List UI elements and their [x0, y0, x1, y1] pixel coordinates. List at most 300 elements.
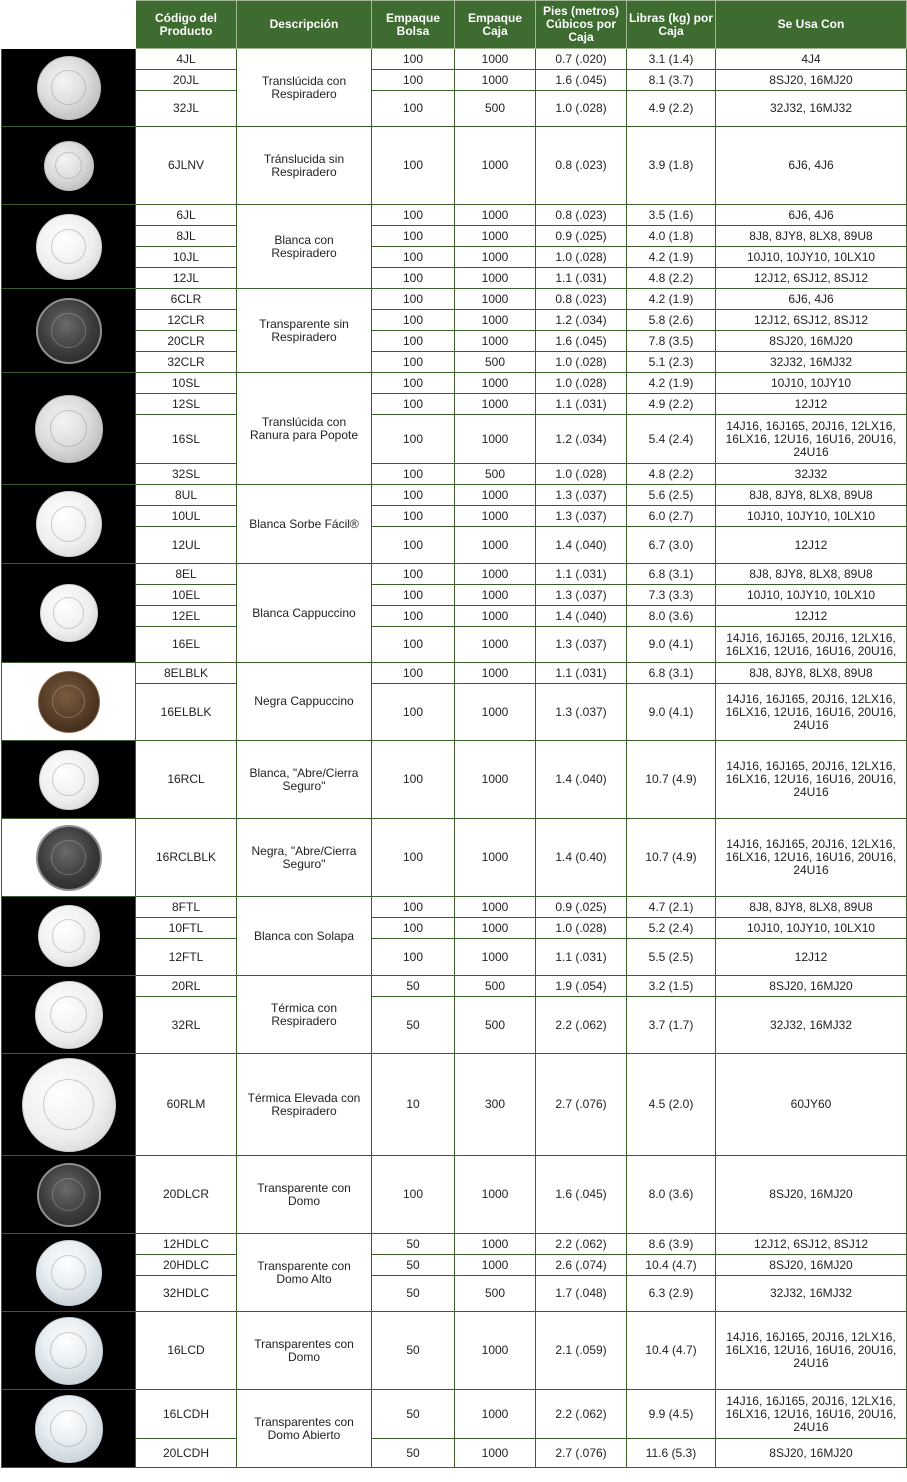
black-reclosable-lid-icon [36, 825, 102, 891]
product-code: 20CLR [136, 331, 237, 352]
table-row [2, 352, 907, 373]
cubic-feet: 0.8 (.023) [536, 205, 627, 226]
product-code: 16RCL [136, 741, 237, 819]
used-with: 8J8, 8JY8, 8LX8, 89U8 [716, 897, 907, 918]
used-with: 14J16, 16J165, 20J16, 12LX16, 16LX16, 12U16, 16U16, 20U16, 24U16 [716, 1390, 907, 1439]
table-row [2, 1312, 907, 1390]
lid-center-ring [51, 1255, 87, 1291]
case-pack: 1000 [455, 331, 536, 352]
cubic-feet: 2.1 (.059) [536, 1312, 627, 1390]
case-pack: 500 [455, 464, 536, 485]
table-row [2, 997, 907, 1054]
case-pack: 300 [455, 1054, 536, 1156]
weight-per-case: 5.2 (2.4) [627, 918, 716, 939]
bag-pack: 100 [372, 268, 455, 289]
weight-per-case: 6.3 (2.9) [627, 1276, 716, 1312]
case-pack: 1000 [455, 289, 536, 310]
cubic-feet: 0.9 (.025) [536, 226, 627, 247]
black-cappuccino-lid-icon [38, 671, 100, 733]
table-row [2, 464, 907, 485]
case-pack: 1000 [455, 373, 536, 394]
product-image-cell [2, 1234, 136, 1312]
table-row [2, 226, 907, 247]
cubic-feet: 1.4 (.040) [536, 527, 627, 564]
cubic-feet: 0.7 (.020) [536, 49, 627, 70]
lid-center-ring [51, 313, 86, 348]
bag-pack: 100 [372, 49, 455, 70]
used-with: 10J10, 10JY10, 10LX10 [716, 247, 907, 268]
lid-center-ring [52, 763, 85, 796]
used-with: 4J4 [716, 49, 907, 70]
case-pack: 1000 [455, 310, 536, 331]
cubic-feet: 1.6 (.045) [536, 1156, 627, 1234]
cubic-feet: 1.1 (.031) [536, 394, 627, 415]
product-code: 8JL [136, 226, 237, 247]
product-image-cell [2, 663, 136, 741]
weight-per-case: 5.5 (2.5) [627, 939, 716, 976]
thermal-vented-lid-icon [35, 981, 103, 1049]
product-description: Térmica con Respiradero [237, 976, 372, 1054]
product-code: 8UL [136, 485, 237, 506]
table-row [2, 1276, 907, 1312]
case-pack: 1000 [455, 1255, 536, 1276]
cubic-feet: 1.3 (.037) [536, 485, 627, 506]
weight-per-case: 7.8 (3.5) [627, 331, 716, 352]
cubic-feet: 0.9 (.025) [536, 897, 627, 918]
cubic-feet: 1.3 (.037) [536, 506, 627, 527]
weight-per-case: 8.1 (3.7) [627, 70, 716, 91]
bag-pack: 50 [372, 997, 455, 1054]
bag-pack: 100 [372, 1156, 455, 1234]
cubic-feet: 1.2 (.034) [536, 415, 627, 464]
bag-pack: 100 [372, 627, 455, 663]
bag-pack: 100 [372, 819, 455, 897]
weight-per-case: 4.5 (2.0) [627, 1054, 716, 1156]
translucent-lid-icon [44, 141, 94, 191]
product-image-cell [2, 1156, 136, 1234]
product-description: Translúcida con Respiradero [237, 49, 372, 127]
used-with: 14J16, 16J165, 20J16, 12LX16, 16LX16, 12U16, 16U16, 20U16, 24U16 [716, 819, 907, 897]
header-code: Código del Producto [136, 1, 237, 49]
tab-lid-icon [38, 905, 100, 967]
used-with: 8SJ20, 16MJ20 [716, 331, 907, 352]
cubic-feet: 1.0 (.028) [536, 352, 627, 373]
lid-center-ring [50, 996, 87, 1033]
product-description: Blanca con Solapa [237, 897, 372, 976]
cubic-feet: 2.2 (.062) [536, 1390, 627, 1439]
cubic-feet: 2.2 (.062) [536, 997, 627, 1054]
product-code: 16LCD [136, 1312, 237, 1390]
white-cappuccino-lid-icon [40, 584, 98, 642]
case-pack: 1000 [455, 1390, 536, 1439]
translucent-vented-lid-icon [37, 56, 101, 120]
bag-pack: 100 [372, 606, 455, 627]
product-image-cell [2, 897, 136, 976]
bag-pack: 50 [372, 1234, 455, 1255]
weight-per-case: 4.8 (2.2) [627, 464, 716, 485]
case-pack: 1000 [455, 527, 536, 564]
case-pack: 1000 [455, 268, 536, 289]
weight-per-case: 3.5 (1.6) [627, 205, 716, 226]
bag-pack: 100 [372, 289, 455, 310]
bag-pack: 100 [372, 205, 455, 226]
weight-per-case: 6.8 (3.1) [627, 564, 716, 585]
case-pack: 1000 [455, 49, 536, 70]
bag-pack: 100 [372, 373, 455, 394]
product-code: 12SL [136, 394, 237, 415]
table-row [2, 310, 907, 331]
table-row [2, 247, 907, 268]
weight-per-case: 5.6 (2.5) [627, 485, 716, 506]
cubic-feet: 0.8 (.023) [536, 289, 627, 310]
cubic-feet: 2.2 (.062) [536, 1234, 627, 1255]
used-with: 14J16, 16J165, 20J16, 12LX16, 16LX16, 12U16, 16U16, 20U16, [716, 627, 907, 663]
weight-per-case: 5.1 (2.3) [627, 352, 716, 373]
used-with: 8J8, 8JY8, 8LX8, 89U8 [716, 226, 907, 247]
table-row [2, 1234, 907, 1255]
case-pack: 1000 [455, 1156, 536, 1234]
table-row [2, 331, 907, 352]
weight-per-case: 6.7 (3.0) [627, 527, 716, 564]
table-row [2, 663, 907, 684]
product-code: 12FTL [136, 939, 237, 976]
product-description: Blanca con Respiradero [237, 205, 372, 289]
product-image-cell [2, 289, 136, 373]
product-code: 32RL [136, 997, 237, 1054]
weight-per-case: 10.4 (4.7) [627, 1312, 716, 1390]
product-code: 10SL [136, 373, 237, 394]
lid-center-ring [43, 1079, 95, 1131]
header-used-with: Se Usa Con [716, 1, 907, 49]
weight-per-case: 4.9 (2.2) [627, 91, 716, 127]
weight-per-case: 9.0 (4.1) [627, 684, 716, 741]
bag-pack: 100 [372, 352, 455, 373]
cubic-feet: 0.8 (.023) [536, 127, 627, 205]
weight-per-case: 10.4 (4.7) [627, 1255, 716, 1276]
product-description: Transparente con Domo [237, 1156, 372, 1234]
used-with: 6J6, 4J6 [716, 205, 907, 226]
lid-center-ring [55, 152, 82, 179]
case-pack: 1000 [455, 939, 536, 976]
lid-center-ring [52, 919, 86, 953]
table-row [2, 819, 907, 897]
bag-pack: 50 [372, 1439, 455, 1468]
product-code: 8ELBLK [136, 663, 237, 684]
lid-center-ring [51, 840, 86, 875]
product-code: 60RLM [136, 1054, 237, 1156]
header-description: Descripción [237, 1, 372, 49]
used-with: 10J10, 10JY10, 10LX10 [716, 918, 907, 939]
product-code: 20DLCR [136, 1156, 237, 1234]
table-row [2, 585, 907, 606]
product-image-cell [2, 373, 136, 485]
bag-pack: 100 [372, 70, 455, 91]
product-code: 12UL [136, 527, 237, 564]
used-with: 8J8, 8JY8, 8LX8, 89U8 [716, 663, 907, 684]
weight-per-case: 9.9 (4.5) [627, 1390, 716, 1439]
product-image-cell [2, 127, 136, 205]
weight-per-case: 4.2 (1.9) [627, 289, 716, 310]
cubic-feet: 1.0 (.028) [536, 91, 627, 127]
used-with: 10J10, 10JY10, 10LX10 [716, 585, 907, 606]
bag-pack: 100 [372, 564, 455, 585]
case-pack: 500 [455, 976, 536, 997]
bag-pack: 100 [372, 226, 455, 247]
weight-per-case: 3.1 (1.4) [627, 49, 716, 70]
weight-per-case: 4.7 (2.1) [627, 897, 716, 918]
product-code: 16ELBLK [136, 684, 237, 741]
bag-pack: 100 [372, 394, 455, 415]
case-pack: 1000 [455, 684, 536, 741]
weight-per-case: 6.0 (2.7) [627, 506, 716, 527]
cubic-feet: 1.9 (.054) [536, 976, 627, 997]
bag-pack: 100 [372, 91, 455, 127]
product-description: Térmica Elevada con Respiradero [237, 1054, 372, 1156]
used-with: 8SJ20, 16MJ20 [716, 1156, 907, 1234]
product-description: Blanca Sorbe Fácil® [237, 485, 372, 564]
cubic-feet: 2.7 (.076) [536, 1054, 627, 1156]
case-pack: 1000 [455, 1234, 536, 1255]
used-with: 12J12, 6SJ12, 8SJ12 [716, 1234, 907, 1255]
table-row [2, 627, 907, 663]
cubic-feet: 1.0 (.028) [536, 464, 627, 485]
lid-center-ring [51, 506, 87, 542]
case-pack: 1000 [455, 70, 536, 91]
table-row [2, 70, 907, 91]
product-image-cell [2, 485, 136, 564]
product-code: 12JL [136, 268, 237, 289]
weight-per-case: 8.0 (3.6) [627, 606, 716, 627]
product-image-cell [2, 205, 136, 289]
product-code: 16EL [136, 627, 237, 663]
used-with: 32J32, 16MJ32 [716, 997, 907, 1054]
table-row [2, 485, 907, 506]
case-pack: 1000 [455, 226, 536, 247]
weight-per-case: 11.6 (5.3) [627, 1439, 716, 1468]
case-pack: 1000 [455, 585, 536, 606]
table-row [2, 1156, 907, 1234]
weight-per-case: 9.0 (4.1) [627, 627, 716, 663]
lid-center-ring [50, 1332, 87, 1369]
bag-pack: 100 [372, 918, 455, 939]
product-image-cell [2, 1054, 136, 1156]
case-pack: 1000 [455, 1439, 536, 1468]
white-reclosable-lid-icon [39, 750, 99, 810]
table-row [2, 1390, 907, 1439]
case-pack: 500 [455, 997, 536, 1054]
used-with: 12J12, 6SJ12, 8SJ12 [716, 268, 907, 289]
product-description: Blanca Cappuccino [237, 564, 372, 663]
weight-per-case: 8.6 (3.9) [627, 1234, 716, 1255]
cubic-feet: 2.6 (.074) [536, 1255, 627, 1276]
table-row [2, 741, 907, 819]
case-pack: 1000 [455, 564, 536, 585]
product-code: 16RCLBLK [136, 819, 237, 897]
weight-per-case: 4.9 (2.2) [627, 394, 716, 415]
clear-lid-icon [36, 298, 102, 364]
weight-per-case: 4.2 (1.9) [627, 247, 716, 268]
cubic-feet: 1.0 (.028) [536, 247, 627, 268]
case-pack: 1000 [455, 819, 536, 897]
product-code: 32CLR [136, 352, 237, 373]
weight-per-case: 4.0 (1.8) [627, 226, 716, 247]
header-cubic-feet: Pies (metros) Cúbicos por Caja [536, 1, 627, 49]
case-pack: 1000 [455, 205, 536, 226]
used-with: 8SJ20, 16MJ20 [716, 1255, 907, 1276]
product-code: 32HDLC [136, 1276, 237, 1312]
case-pack: 500 [455, 352, 536, 373]
bag-pack: 50 [372, 1390, 455, 1439]
product-code: 10JL [136, 247, 237, 268]
lid-center-ring [51, 70, 86, 105]
product-code: 20LCDH [136, 1439, 237, 1468]
product-code: 12HDLC [136, 1234, 237, 1255]
weight-per-case: 4.2 (1.9) [627, 373, 716, 394]
used-with: 8SJ20, 16MJ20 [716, 70, 907, 91]
used-with: 12J12 [716, 394, 907, 415]
case-pack: 1000 [455, 485, 536, 506]
cubic-feet: 1.6 (.045) [536, 70, 627, 91]
used-with: 60JY60 [716, 1054, 907, 1156]
product-description: Negra, "Abre/Cierra Seguro" [237, 819, 372, 897]
cubic-feet: 1.1 (.031) [536, 663, 627, 684]
used-with: 12J12 [716, 527, 907, 564]
product-image-cell [2, 1312, 136, 1390]
product-image-cell [2, 976, 136, 1054]
table-row [2, 939, 907, 976]
header-weight: Libras (kg) por Caja [627, 1, 716, 49]
header-image [2, 1, 136, 49]
used-with: 14J16, 16J165, 20J16, 12LX16, 16LX16, 12U16, 16U16, 20U16, 24U16 [716, 684, 907, 741]
weight-per-case: 10.7 (4.9) [627, 819, 716, 897]
case-pack: 500 [455, 91, 536, 127]
product-image-cell [2, 49, 136, 127]
product-code: 20HDLC [136, 1255, 237, 1276]
weight-per-case: 5.4 (2.4) [627, 415, 716, 464]
table-body [2, 49, 907, 1468]
lids-spec-table [1, 0, 907, 1468]
sip-lid-icon [36, 491, 102, 557]
product-image-cell [2, 564, 136, 663]
table-row [2, 127, 907, 205]
product-code: 32JL [136, 91, 237, 127]
bag-pack: 100 [372, 331, 455, 352]
bag-pack: 100 [372, 247, 455, 268]
product-image-cell [2, 1390, 136, 1468]
weight-per-case: 3.2 (1.5) [627, 976, 716, 997]
header-case-pack: Empaque Caja [455, 1, 536, 49]
case-pack: 1000 [455, 394, 536, 415]
white-vented-lid-icon [36, 214, 102, 280]
table-row [2, 1439, 907, 1468]
product-description: Tránslucida sin Respiradero [237, 127, 372, 205]
used-with: 12J12 [716, 606, 907, 627]
case-pack: 1000 [455, 606, 536, 627]
bag-pack: 100 [372, 585, 455, 606]
product-code: 8FTL [136, 897, 237, 918]
case-pack: 1000 [455, 897, 536, 918]
used-with: 32J32, 16MJ32 [716, 352, 907, 373]
cubic-feet: 1.1 (.031) [536, 268, 627, 289]
product-description: Transparente con Domo Alto [237, 1234, 372, 1312]
bag-pack: 100 [372, 663, 455, 684]
used-with: 6J6, 4J6 [716, 289, 907, 310]
used-with: 32J32 [716, 464, 907, 485]
table-row [2, 373, 907, 394]
cubic-feet: 1.0 (.028) [536, 918, 627, 939]
case-pack: 1000 [455, 247, 536, 268]
header-bag-pack: Empaque Bolsa [372, 1, 455, 49]
table-row [2, 976, 907, 997]
table-row [2, 606, 907, 627]
bag-pack: 100 [372, 897, 455, 918]
cubic-feet: 1.2 (.034) [536, 310, 627, 331]
product-code: 32SL [136, 464, 237, 485]
bag-pack: 50 [372, 1312, 455, 1390]
product-code: 10UL [136, 506, 237, 527]
product-code: 4JL [136, 49, 237, 70]
product-code: 16SL [136, 415, 237, 464]
lid-center-ring [50, 1410, 87, 1447]
table-row [2, 506, 907, 527]
product-code: 10FTL [136, 918, 237, 939]
case-pack: 1000 [455, 415, 536, 464]
product-code: 6CLR [136, 289, 237, 310]
case-pack: 1000 [455, 1312, 536, 1390]
bag-pack: 100 [372, 684, 455, 741]
weight-per-case: 7.3 (3.3) [627, 585, 716, 606]
product-code: 8EL [136, 564, 237, 585]
cubic-feet: 1.3 (.037) [536, 627, 627, 663]
bag-pack: 50 [372, 976, 455, 997]
raised-thermal-lid-icon [22, 1058, 116, 1152]
used-with: 8SJ20, 16MJ20 [716, 976, 907, 997]
bag-pack: 100 [372, 127, 455, 205]
bag-pack: 100 [372, 527, 455, 564]
product-code: 20RL [136, 976, 237, 997]
used-with: 6J6, 4J6 [716, 127, 907, 205]
table-row [2, 415, 907, 464]
straw-slot-lid-icon [35, 395, 103, 463]
weight-per-case: 5.8 (2.6) [627, 310, 716, 331]
bag-pack: 100 [372, 506, 455, 527]
bag-pack: 100 [372, 415, 455, 464]
product-image-cell [2, 741, 136, 819]
lid-center-ring [52, 685, 86, 719]
product-code: 20JL [136, 70, 237, 91]
weight-per-case: 3.9 (1.8) [627, 127, 716, 205]
bag-pack: 50 [372, 1276, 455, 1312]
table-row [2, 1054, 907, 1156]
high-dome-lid-icon [36, 1240, 102, 1306]
table-row [2, 684, 907, 741]
table-row [2, 918, 907, 939]
table-row [2, 527, 907, 564]
cubic-feet: 1.7 (.048) [536, 1276, 627, 1312]
product-image-cell [2, 819, 136, 897]
table-row [2, 49, 907, 70]
product-description: Blanca, "Abre/Cierra Seguro" [237, 741, 372, 819]
header-row [2, 1, 907, 49]
used-with: 8J8, 8JY8, 8LX8, 89U8 [716, 564, 907, 585]
lid-center-ring [50, 410, 87, 447]
used-with: 14J16, 16J165, 20J16, 12LX16, 16LX16, 12U16, 16U16, 20U16, 24U16 [716, 415, 907, 464]
table-row [2, 897, 907, 918]
weight-per-case: 3.7 (1.7) [627, 997, 716, 1054]
cubic-feet: 2.7 (.076) [536, 1439, 627, 1468]
table-row [2, 289, 907, 310]
used-with: 14J16, 16J165, 20J16, 12LX16, 16LX16, 12U16, 16U16, 20U16, 24U16 [716, 1312, 907, 1390]
